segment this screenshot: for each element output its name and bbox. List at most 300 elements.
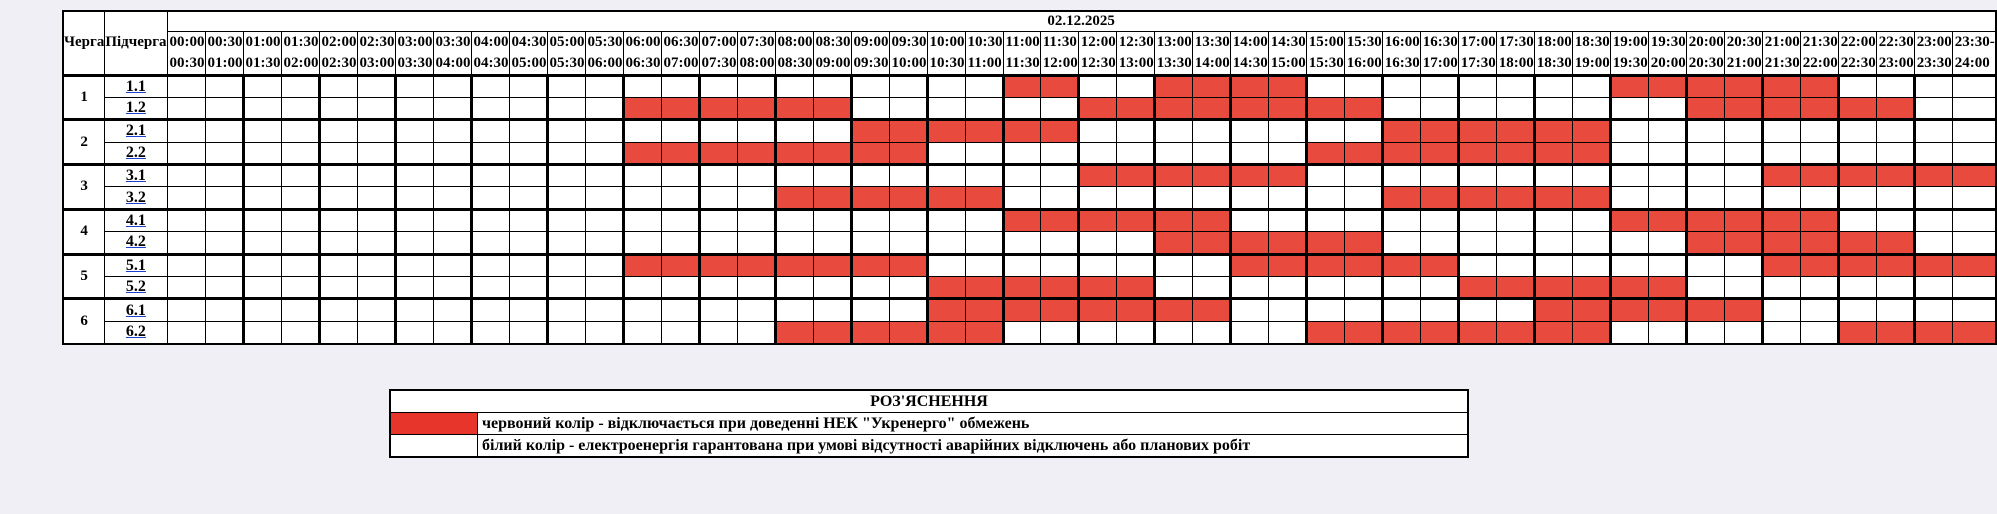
slot-start: 18:00 <box>1536 33 1572 50</box>
power-on-cell <box>1116 321 1154 343</box>
power-on-cell <box>281 321 319 343</box>
power-on-cell <box>243 75 281 97</box>
outage-cell <box>1496 142 1534 164</box>
slot-start: 19:30 <box>1650 33 1686 50</box>
power-on-cell <box>395 254 433 276</box>
header-subqueue: Підчерга <box>105 11 167 75</box>
outage-cell <box>1952 321 1996 343</box>
power-on-cell <box>1268 277 1306 299</box>
slot-start: 06:00 <box>625 33 661 50</box>
subqueue-cell[interactable] <box>105 120 167 142</box>
power-on-cell <box>357 321 395 343</box>
time-slot-header <box>1458 31 1496 75</box>
subqueue-link[interactable]: 4.1 <box>125 212 146 230</box>
outage-cell <box>1003 75 1040 97</box>
outage-cell <box>623 97 661 119</box>
queue-number: 6 <box>63 299 105 344</box>
power-on-cell <box>1192 187 1230 209</box>
outage-cell <box>1306 254 1344 276</box>
subqueue-link[interactable]: 5.2 <box>125 278 146 296</box>
slot-end: 18:00 <box>1498 54 1534 71</box>
power-on-cell <box>319 120 357 142</box>
time-slot-header <box>319 31 357 75</box>
power-on-cell <box>1496 75 1534 97</box>
outage-schedule-table <box>62 10 1997 345</box>
power-on-cell <box>1420 75 1458 97</box>
power-on-cell <box>509 75 547 97</box>
power-on-cell <box>1116 142 1154 164</box>
power-on-cell <box>1876 209 1914 231</box>
power-on-cell <box>1003 97 1040 119</box>
subqueue-row <box>63 209 1996 231</box>
slot-end: 08:00 <box>739 54 775 71</box>
time-slot-header <box>1078 31 1116 75</box>
outage-cell <box>1610 75 1648 97</box>
subqueue-cell[interactable] <box>105 209 167 231</box>
power-on-cell <box>243 97 281 119</box>
power-on-cell <box>509 321 547 343</box>
power-on-cell <box>357 254 395 276</box>
power-on-cell <box>1003 142 1040 164</box>
power-on-cell <box>813 120 851 142</box>
power-on-cell <box>889 75 927 97</box>
slot-start: 19:00 <box>1612 33 1648 50</box>
slot-end: 04:00 <box>435 54 471 71</box>
outage-cell <box>1610 299 1648 321</box>
outage-cell <box>1838 97 1876 119</box>
legend-red-swatch <box>390 413 478 435</box>
power-on-cell <box>1496 254 1534 276</box>
slot-start: 15:00 <box>1308 33 1344 50</box>
power-on-cell <box>1230 299 1268 321</box>
power-on-cell <box>1686 321 1724 343</box>
subqueue-cell[interactable] <box>105 299 167 321</box>
power-on-cell <box>623 299 661 321</box>
power-on-cell <box>585 120 623 142</box>
subqueue-link[interactable]: 6.1 <box>125 301 146 319</box>
time-slot-header <box>851 31 889 75</box>
power-on-cell <box>1762 142 1800 164</box>
slot-start: 11:00 <box>1005 33 1040 50</box>
time-slot-header <box>1800 31 1838 75</box>
power-on-cell <box>1534 232 1572 254</box>
power-on-cell <box>547 165 585 187</box>
power-on-cell <box>1914 75 1952 97</box>
power-on-cell <box>1344 209 1382 231</box>
outage-cell <box>851 254 889 276</box>
power-on-cell <box>1040 187 1078 209</box>
power-on-cell <box>1230 277 1268 299</box>
outage-cell <box>1762 75 1800 97</box>
time-slot-header <box>623 31 661 75</box>
outage-cell <box>623 254 661 276</box>
power-on-cell <box>927 142 965 164</box>
subqueue-row <box>63 75 1996 97</box>
subqueue-link[interactable]: 1.1 <box>125 77 146 95</box>
power-on-cell <box>661 187 699 209</box>
power-on-cell <box>243 232 281 254</box>
time-slot-header <box>737 31 775 75</box>
outage-cell <box>1382 254 1420 276</box>
outage-cell <box>1952 254 1996 276</box>
power-on-cell <box>1496 232 1534 254</box>
subqueue-link[interactable]: 2.2 <box>125 143 146 161</box>
schedule-date: 02.12.2025 <box>167 11 1996 31</box>
power-on-cell <box>1610 254 1648 276</box>
outage-cell <box>1800 75 1838 97</box>
subqueue-cell[interactable] <box>105 165 167 187</box>
time-slot-header <box>699 31 737 75</box>
outage-cell <box>1420 120 1458 142</box>
outage-cell <box>699 97 737 119</box>
outage-cell <box>927 299 965 321</box>
power-on-cell <box>167 209 205 231</box>
power-on-cell <box>889 209 927 231</box>
power-on-cell <box>1458 97 1496 119</box>
power-on-cell <box>205 277 243 299</box>
subqueue-cell[interactable] <box>105 75 167 97</box>
outage-cell <box>965 299 1003 321</box>
power-on-cell <box>509 187 547 209</box>
power-on-cell <box>395 120 433 142</box>
time-slot-header <box>1154 31 1192 75</box>
power-on-cell <box>889 97 927 119</box>
subqueue-cell[interactable] <box>105 187 167 209</box>
power-on-cell <box>1610 165 1648 187</box>
slot-start: 01:30 <box>283 33 319 50</box>
power-on-cell <box>699 165 737 187</box>
outage-cell <box>1420 254 1458 276</box>
slot-start: 17:30 <box>1498 33 1534 50</box>
power-on-cell <box>737 187 775 209</box>
outage-cell <box>1268 232 1306 254</box>
time-slot-header <box>585 31 623 75</box>
power-on-cell <box>1914 299 1952 321</box>
outage-cell <box>1344 142 1382 164</box>
power-on-cell <box>471 120 509 142</box>
power-on-cell <box>509 165 547 187</box>
power-on-cell <box>205 75 243 97</box>
outage-cell <box>1078 209 1116 231</box>
time-slot-header <box>1344 31 1382 75</box>
power-on-cell <box>1572 75 1610 97</box>
subqueue-row <box>63 321 1996 343</box>
power-on-cell <box>851 277 889 299</box>
slot-end: 00:30 <box>169 54 205 71</box>
power-on-cell <box>205 97 243 119</box>
outage-cell <box>1914 165 1952 187</box>
power-on-cell <box>1078 187 1116 209</box>
power-on-cell <box>1648 120 1686 142</box>
power-on-cell <box>395 187 433 209</box>
outage-cell <box>1420 187 1458 209</box>
outage-cell <box>851 142 889 164</box>
power-on-cell <box>699 232 737 254</box>
subqueue-link[interactable]: 4.2 <box>125 233 146 251</box>
slot-end: 03:00 <box>359 54 395 71</box>
slot-start: 17:00 <box>1460 33 1496 50</box>
time-slot-header <box>1610 31 1648 75</box>
slot-end: 24:00 <box>1954 54 1990 71</box>
outage-cell <box>1838 232 1876 254</box>
power-on-cell <box>1952 142 1996 164</box>
outage-cell <box>1534 120 1572 142</box>
power-on-cell <box>1610 187 1648 209</box>
power-on-cell <box>1420 97 1458 119</box>
power-on-cell <box>1724 277 1762 299</box>
power-on-cell <box>1800 142 1838 164</box>
outage-cell <box>737 254 775 276</box>
outage-cell <box>813 254 851 276</box>
subqueue-row <box>63 277 1996 299</box>
power-on-cell <box>1686 165 1724 187</box>
power-on-cell <box>167 120 205 142</box>
slot-end: 21:00 <box>1726 54 1762 71</box>
power-on-cell <box>357 209 395 231</box>
power-on-cell <box>661 120 699 142</box>
power-on-cell <box>775 75 813 97</box>
power-on-cell <box>547 209 585 231</box>
power-on-cell <box>1762 277 1800 299</box>
outage-cell <box>1154 299 1192 321</box>
power-on-cell <box>509 209 547 231</box>
slot-start: 07:00 <box>701 33 737 50</box>
slot-end: 18:30 <box>1536 54 1572 71</box>
slot-end: 02:00 <box>283 54 319 71</box>
slot-end: 13:30 <box>1156 54 1192 71</box>
outage-cell <box>965 321 1003 343</box>
subqueue-link[interactable]: 5.1 <box>125 256 146 274</box>
power-on-cell <box>167 142 205 164</box>
subqueue-link[interactable]: 6.2 <box>125 323 146 341</box>
power-on-cell <box>1154 187 1192 209</box>
outage-cell <box>1344 254 1382 276</box>
power-on-cell <box>319 277 357 299</box>
power-on-cell <box>965 209 1003 231</box>
power-on-cell <box>1914 277 1952 299</box>
time-slot-header <box>471 31 509 75</box>
outage-cell <box>1192 299 1230 321</box>
legend-title: РОЗ'ЯСНЕННЯ <box>390 390 1468 413</box>
slot-start: 00:00 <box>169 33 205 50</box>
slot-start: 23:00 <box>1916 33 1952 50</box>
power-on-cell <box>1648 142 1686 164</box>
outage-cell <box>1382 187 1420 209</box>
outage-cell <box>1420 142 1458 164</box>
power-on-cell <box>1040 165 1078 187</box>
power-on-cell <box>661 209 699 231</box>
power-on-cell <box>547 277 585 299</box>
power-on-cell <box>1344 277 1382 299</box>
power-on-cell <box>1230 120 1268 142</box>
power-on-cell <box>965 142 1003 164</box>
power-on-cell <box>1420 299 1458 321</box>
power-on-cell <box>509 277 547 299</box>
outage-cell <box>1306 321 1344 343</box>
outage-cell <box>699 254 737 276</box>
outage-cell <box>1800 209 1838 231</box>
outage-cell <box>737 97 775 119</box>
power-on-cell <box>471 165 509 187</box>
power-on-cell <box>1230 321 1268 343</box>
outage-cell <box>1154 209 1192 231</box>
power-on-cell <box>1686 142 1724 164</box>
power-on-cell <box>471 209 509 231</box>
time-slot-header <box>1724 31 1762 75</box>
subqueue-cell[interactable] <box>105 277 167 299</box>
power-on-cell <box>205 232 243 254</box>
slot-start: 03:30 <box>435 33 471 50</box>
outage-cell <box>1344 97 1382 119</box>
outage-cell <box>775 187 813 209</box>
power-on-cell <box>965 75 1003 97</box>
outage-cell <box>889 142 927 164</box>
power-on-cell <box>1306 277 1344 299</box>
subqueue-cell[interactable] <box>105 232 167 254</box>
slot-start: 01:00 <box>245 33 281 50</box>
outage-cell <box>1952 165 1996 187</box>
power-on-cell <box>433 97 471 119</box>
slot-end: 05:30 <box>549 54 585 71</box>
slot-end: 01:00 <box>207 54 243 71</box>
power-on-cell <box>661 277 699 299</box>
power-on-cell <box>1040 321 1078 343</box>
power-on-cell <box>509 254 547 276</box>
power-on-cell <box>243 299 281 321</box>
subqueue-cell[interactable] <box>105 321 167 343</box>
outage-cell <box>1192 97 1230 119</box>
slot-start: 20:00 <box>1688 33 1724 50</box>
power-on-cell <box>281 209 319 231</box>
power-on-cell <box>433 299 471 321</box>
power-on-cell <box>205 187 243 209</box>
time-slot-header <box>1306 31 1344 75</box>
power-on-cell <box>1572 97 1610 119</box>
time-slot-header <box>1420 31 1458 75</box>
power-on-cell <box>965 254 1003 276</box>
time-slot-header <box>1572 31 1610 75</box>
outage-cell <box>1496 120 1534 142</box>
outage-cell <box>1154 165 1192 187</box>
power-on-cell <box>1230 209 1268 231</box>
time-slot-header <box>433 31 471 75</box>
subqueue-cell[interactable] <box>105 142 167 164</box>
power-on-cell <box>1040 142 1078 164</box>
outage-cell <box>1534 299 1572 321</box>
subqueue-link[interactable]: 1.2 <box>125 99 146 117</box>
power-on-cell <box>585 277 623 299</box>
power-on-cell <box>1078 120 1116 142</box>
slot-end: 15:30 <box>1308 54 1344 71</box>
slot-end: 22:00 <box>1802 54 1838 71</box>
power-on-cell <box>509 299 547 321</box>
power-on-cell <box>1838 142 1876 164</box>
outage-cell <box>1876 232 1914 254</box>
power-on-cell <box>775 232 813 254</box>
power-on-cell <box>167 299 205 321</box>
power-on-cell <box>167 75 205 97</box>
subqueue-row <box>63 120 1996 142</box>
outage-cell <box>1268 75 1306 97</box>
power-on-cell <box>1914 232 1952 254</box>
subqueue-cell[interactable] <box>105 97 167 119</box>
power-on-cell <box>471 187 509 209</box>
power-on-cell <box>1344 187 1382 209</box>
time-slot-header <box>1230 31 1268 75</box>
slot-start: 12:30 <box>1118 33 1154 50</box>
power-on-cell <box>1078 142 1116 164</box>
slot-end: 06:00 <box>587 54 623 71</box>
power-on-cell <box>1420 209 1458 231</box>
outage-cell <box>1762 209 1800 231</box>
outage-cell <box>1078 277 1116 299</box>
power-on-cell <box>1306 165 1344 187</box>
power-on-cell <box>1458 299 1496 321</box>
power-on-cell <box>851 232 889 254</box>
power-on-cell <box>1230 187 1268 209</box>
power-on-cell <box>1040 97 1078 119</box>
power-on-cell <box>1192 277 1230 299</box>
power-on-cell <box>167 187 205 209</box>
outage-cell <box>1192 165 1230 187</box>
outage-cell <box>1686 97 1724 119</box>
subqueue-link[interactable]: 2.1 <box>125 122 146 140</box>
power-on-cell <box>1610 142 1648 164</box>
outage-cell <box>1003 209 1040 231</box>
subqueue-cell[interactable] <box>105 254 167 276</box>
outage-cell <box>1686 209 1724 231</box>
slot-end: 10:00 <box>891 54 927 71</box>
power-on-cell <box>1572 209 1610 231</box>
subqueue-link[interactable]: 3.2 <box>125 188 146 206</box>
power-on-cell <box>1420 232 1458 254</box>
power-on-cell <box>1876 277 1914 299</box>
power-on-cell <box>1952 187 1996 209</box>
power-on-cell <box>357 187 395 209</box>
power-on-cell <box>547 321 585 343</box>
power-on-cell <box>813 232 851 254</box>
power-on-cell <box>1268 321 1306 343</box>
power-on-cell <box>1078 75 1116 97</box>
outage-cell <box>1686 299 1724 321</box>
power-on-cell <box>471 254 509 276</box>
power-on-cell <box>281 187 319 209</box>
power-on-cell <box>205 120 243 142</box>
outage-cell <box>1496 277 1534 299</box>
power-on-cell <box>927 209 965 231</box>
power-on-cell <box>661 75 699 97</box>
outage-cell <box>1230 75 1268 97</box>
power-on-cell <box>1154 321 1192 343</box>
slot-start: 11:30 <box>1042 33 1077 50</box>
slot-end: 23:30 <box>1916 54 1952 71</box>
slot-end: 09:00 <box>815 54 851 71</box>
subqueue-link[interactable]: 3.1 <box>125 167 146 185</box>
power-on-cell <box>851 299 889 321</box>
power-on-cell <box>167 277 205 299</box>
power-on-cell <box>1078 232 1116 254</box>
outage-cell <box>1686 75 1724 97</box>
power-on-cell <box>965 97 1003 119</box>
slot-end: 05:00 <box>511 54 547 71</box>
power-on-cell <box>547 75 585 97</box>
power-on-cell <box>357 232 395 254</box>
outage-cell <box>1534 321 1572 343</box>
outage-cell <box>1268 254 1306 276</box>
time-slot-header <box>889 31 927 75</box>
power-on-cell <box>1952 97 1996 119</box>
power-on-cell <box>319 254 357 276</box>
